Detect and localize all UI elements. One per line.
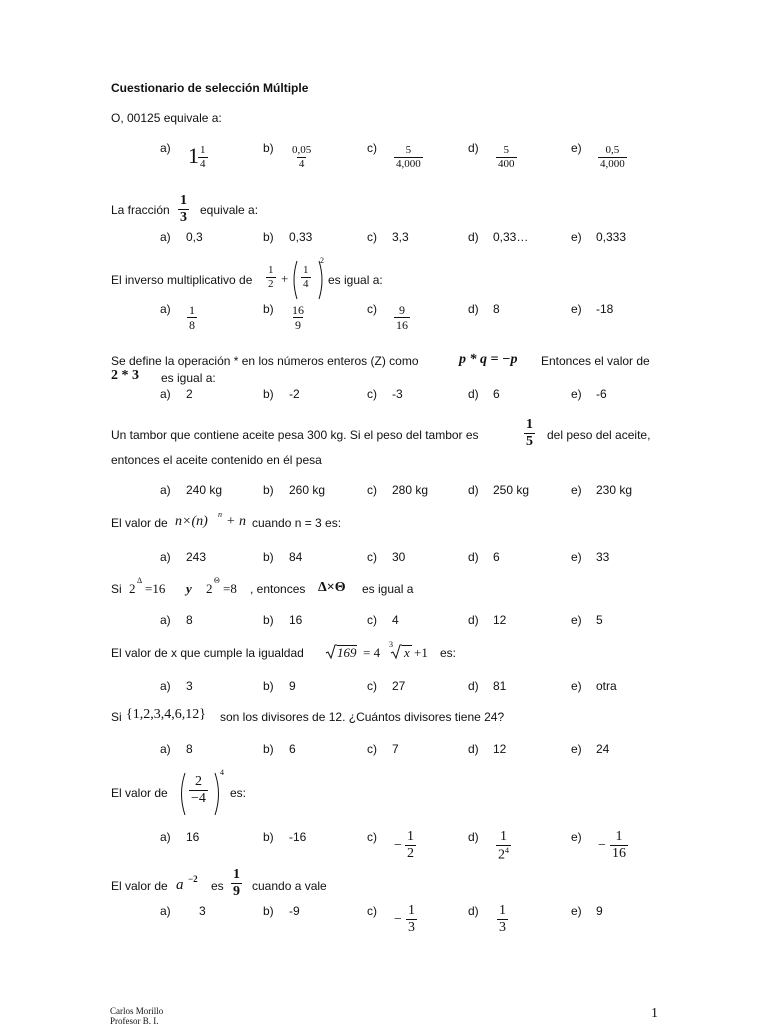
- q8-option-a-value: 3: [186, 679, 193, 693]
- denominator: 4,000: [396, 158, 421, 170]
- q6-option-b-value: 84: [289, 550, 303, 564]
- q11-option-e-label: e): [571, 904, 582, 918]
- q11-fraction: [231, 868, 242, 899]
- q9-option-b-label: b): [263, 742, 274, 756]
- numerator: 1: [407, 829, 414, 844]
- q2-text-pre: La fracción: [111, 203, 170, 217]
- numerator: 1: [303, 264, 309, 276]
- q11-option-c-sign: −: [394, 912, 402, 927]
- q5-option-c-label: c): [367, 483, 377, 497]
- q2-option-d-label: d): [468, 230, 479, 244]
- q3-expr-plus: +: [281, 271, 289, 286]
- q4-text-line1b: Entonces el valor de: [541, 354, 650, 368]
- q11-option-b-label: b): [263, 904, 274, 918]
- q8-cube-index: 3: [389, 640, 393, 649]
- q10-option-b-label: b): [263, 830, 274, 844]
- q5-fraction: [524, 418, 535, 449]
- q3-option-e-value: -18: [596, 302, 614, 316]
- q4-option-d-label: d): [468, 387, 479, 401]
- q6-option-d-label: d): [468, 550, 479, 564]
- q4-option-b-label: b): [263, 387, 274, 401]
- q3-option-e-label: e): [571, 302, 582, 316]
- denominator: 8: [189, 318, 195, 332]
- numerator: 1: [180, 193, 187, 208]
- numerator: 1: [500, 829, 507, 844]
- q6-text-post: cuando n = 3 es:: [252, 516, 342, 530]
- q8-option-b-label: b): [263, 679, 274, 693]
- q6-option-a-value: 243: [186, 550, 207, 564]
- denominator: 9: [295, 318, 301, 332]
- q8-option-e-label: e): [571, 679, 582, 693]
- q9-option-b-value: 6: [289, 742, 296, 756]
- q11-option-c-label: c): [367, 904, 377, 918]
- q9-option-d-value: 12: [493, 742, 507, 756]
- q3-text-post: es igual a:: [328, 273, 383, 287]
- footer-role: Profesor B. I.: [110, 1016, 159, 1026]
- q3-option-a-label: a): [160, 302, 171, 316]
- q2-option-e-value: 0,333: [596, 230, 627, 244]
- question-1-text: O, 00125 equivale a:: [111, 111, 222, 125]
- q8-root-1-value: 169: [337, 645, 357, 660]
- denominator: 9: [233, 884, 240, 899]
- q7-option-b-label: b): [263, 613, 274, 627]
- q10-option-c-label: c): [367, 830, 377, 844]
- denominator: 3: [180, 210, 187, 225]
- q8-option-c-value: 27: [392, 679, 406, 693]
- q1-option-a-whole: 1: [188, 143, 199, 168]
- q11-variable: a: [176, 877, 184, 893]
- denominator: [496, 845, 511, 863]
- q8-option-e-value: otra: [596, 679, 617, 693]
- q7-option-c-value: 4: [392, 613, 399, 627]
- q8-option-b-value: 9: [289, 679, 296, 693]
- denominator-exponent: 4: [505, 846, 509, 855]
- q5-option-d-value: 250 kg: [493, 483, 530, 497]
- q11-text-post: cuando a vale: [252, 879, 327, 893]
- q11-option-a-value: 3: [199, 904, 206, 918]
- q2-option-b-value: 0,33: [289, 230, 313, 244]
- q10-exponent: 4: [220, 768, 224, 777]
- q1-option-b-label: b): [263, 141, 274, 155]
- q11-option-e-value: 9: [596, 904, 603, 918]
- q4-option-a-value: 2: [186, 387, 193, 401]
- q5-option-c-value: 280 kg: [392, 483, 429, 497]
- q7-option-e-label: e): [571, 613, 582, 627]
- q7-eq1-rhs: =16: [145, 581, 166, 596]
- q7-option-a-value: 8: [186, 613, 193, 627]
- q9-option-a-value: 8: [186, 742, 193, 756]
- q7-eq2-rhs: =8: [223, 581, 237, 596]
- denominator: 5: [526, 434, 533, 449]
- numerator: 5: [405, 144, 412, 156]
- q1-option-d-fraction: [496, 145, 517, 170]
- q10-option-d-label: d): [468, 830, 479, 844]
- q3-option-d-label: d): [468, 302, 479, 316]
- denominator: 4: [303, 278, 309, 290]
- q2-option-a-value: 0,3: [186, 230, 203, 244]
- numerator: 1: [200, 144, 206, 156]
- q6-formula-base: n×(n): [175, 514, 208, 529]
- q3-expr-fraction-2: [301, 265, 311, 290]
- q6-text-pre: El valor de: [111, 516, 168, 530]
- q10-option-a-label: a): [160, 830, 171, 844]
- q6-option-d-value: 6: [493, 550, 500, 564]
- q10-option-e-fraction: [610, 830, 628, 861]
- q3-option-d-value: 8: [493, 302, 500, 316]
- q7-eq1-base: 2: [129, 581, 136, 596]
- denominator: 2: [407, 846, 414, 861]
- q8-text-pre: El valor de x que cumple la igualdad: [111, 646, 304, 660]
- q6-formula-tail: + n: [226, 514, 246, 529]
- page-title: Cuestionario de selección Múltiple: [111, 81, 309, 95]
- denominator: 3: [499, 920, 506, 935]
- numerator: 1: [233, 867, 240, 882]
- q7-expression: Δ×Θ: [318, 580, 346, 595]
- q5-text-line1a: Un tambor que contiene aceite pesa 300 kg. Si el peso del tambor es: [111, 428, 479, 442]
- q6-option-c-label: c): [367, 550, 377, 564]
- numerator: 9: [399, 303, 405, 317]
- numerator: 0,5: [605, 144, 620, 156]
- q2-option-d-value: 0,33…: [493, 230, 529, 244]
- q6-option-c-value: 30: [392, 550, 406, 564]
- q2-fraction: [178, 194, 189, 225]
- q6-option-e-value: 33: [596, 550, 610, 564]
- denominator: 4,000: [600, 158, 625, 170]
- numerator: 1: [615, 829, 623, 844]
- numerator: 0,05: [292, 144, 312, 156]
- q6-option-e-label: e): [571, 550, 582, 564]
- q7-option-c-label: c): [367, 613, 377, 627]
- q11-option-d-label: d): [468, 904, 479, 918]
- q2-option-c-value: 3,3: [392, 230, 409, 244]
- q1-option-b-fraction: [290, 145, 313, 170]
- q11-option-a-label: a): [160, 904, 171, 918]
- q3-expr-exponent: 2: [320, 256, 324, 265]
- q7-eq2-exponent: Θ: [214, 576, 220, 585]
- q5-option-e-label: e): [571, 483, 582, 497]
- q3-option-b-fraction: [290, 304, 306, 331]
- q4-text-line1: Se define la operación * en los números enteros (Z) como: [111, 354, 419, 368]
- denominator: 3: [408, 920, 415, 935]
- q8-option-a-label: a): [160, 679, 171, 693]
- q5-option-b-value: 260 kg: [289, 483, 326, 497]
- denominator-base: 2: [498, 847, 505, 863]
- q10-option-a-value: 16: [186, 830, 200, 844]
- q11-exponent: −2: [188, 874, 198, 884]
- q1-option-c-fraction: [394, 145, 423, 170]
- q8-root-2-value: x: [404, 645, 410, 660]
- footer-author: Carlos Morillo: [110, 1006, 164, 1016]
- q8-option-d-value: 81: [493, 679, 507, 693]
- q8-tail: +1: [414, 645, 428, 660]
- q4-expression: 2 * 3: [111, 368, 139, 383]
- numerator: 1: [526, 417, 533, 432]
- q2-text-post: equivale a:: [200, 203, 259, 217]
- q6-option-b-label: b): [263, 550, 274, 564]
- q9-text-pre: Si: [111, 710, 122, 724]
- q8-square-root-2-icon: [390, 644, 402, 660]
- q4-option-d-value: 6: [493, 387, 500, 401]
- q4-option-c-value: -3: [392, 387, 403, 401]
- denominator: 2: [268, 278, 274, 290]
- q8-option-c-label: c): [367, 679, 377, 693]
- numerator: 1: [268, 264, 274, 276]
- q2-option-a-label: a): [160, 230, 171, 244]
- q8-text-post: es:: [440, 646, 457, 660]
- q7-option-d-value: 12: [493, 613, 507, 627]
- q5-option-b-label: b): [263, 483, 274, 497]
- q3-option-c-fraction: [394, 304, 410, 331]
- q7-eq1-exponent: Δ: [137, 576, 143, 585]
- q6-formula-exponent: n: [218, 510, 222, 519]
- q7-option-b-value: 16: [289, 613, 303, 627]
- q9-option-c-label: c): [367, 742, 377, 756]
- denominator: 4: [200, 158, 206, 170]
- numerator: 1: [499, 903, 506, 918]
- q7-option-d-label: d): [468, 613, 479, 627]
- q9-option-e-label: e): [571, 742, 582, 756]
- q4-option-c-label: c): [367, 387, 377, 401]
- q10-option-b-value: -16: [289, 830, 307, 844]
- q5-option-a-label: a): [160, 483, 171, 497]
- q4-option-e-label: e): [571, 387, 582, 401]
- q7-conjunction: y: [186, 581, 192, 596]
- q10-option-c-sign: −: [394, 838, 402, 853]
- q11-text-mid: es: [211, 879, 224, 893]
- q8-option-d-label: d): [468, 679, 479, 693]
- q9-option-d-label: d): [468, 742, 479, 756]
- q7-text-mid: , entonces: [250, 582, 306, 596]
- q4-option-a-label: a): [160, 387, 171, 401]
- q1-option-d-label: d): [468, 141, 479, 155]
- q4-text-line2: es igual a:: [161, 371, 216, 385]
- q2-option-b-label: b): [263, 230, 274, 244]
- q1-option-e-label: e): [571, 141, 582, 155]
- q11-option-b-value: -9: [289, 904, 300, 918]
- q8-square-root-1-icon: [325, 644, 337, 660]
- q4-option-e-value: -6: [596, 387, 607, 401]
- q4-option-b-value: -2: [289, 387, 300, 401]
- q5-text-line1b: del peso del aceite,: [547, 428, 651, 442]
- q3-option-c-label: c): [367, 302, 377, 316]
- q3-option-b-label: b): [263, 302, 274, 316]
- denominator: 4: [298, 158, 305, 170]
- q8-mid: = 4: [363, 645, 381, 660]
- numerator: 5: [503, 144, 509, 156]
- numerator: 1: [189, 303, 195, 317]
- q11-option-d-fraction: [497, 904, 508, 935]
- q9-option-c-value: 7: [392, 742, 399, 756]
- q5-text-line2: entonces el aceite contenido en él pesa: [111, 453, 322, 467]
- q9-text-post: son los divisores de 12. ¿Cuántos divisores tiene 24?: [220, 710, 505, 724]
- q2-option-e-label: e): [571, 230, 582, 244]
- q7-eq2-base: 2: [206, 581, 213, 596]
- q3-option-a-fraction: [187, 304, 197, 331]
- q7-text-pre: Si: [111, 582, 122, 596]
- q1-option-a-fraction: [198, 145, 208, 170]
- q1-option-c-label: c): [367, 141, 377, 155]
- q3-text-pre: El inverso multiplicativo de: [111, 273, 253, 287]
- denominator: 16: [612, 846, 626, 861]
- q10-option-e-label: e): [571, 830, 582, 844]
- q9-option-a-label: a): [160, 742, 171, 756]
- q5-option-e-value: 230 kg: [596, 483, 633, 497]
- q9-set: {1,2,3,4,6,12}: [126, 707, 206, 722]
- q10-option-d-fraction: [496, 830, 511, 863]
- q11-option-c-fraction: [406, 904, 417, 935]
- q10-fraction: [189, 775, 208, 806]
- q5-option-d-label: d): [468, 483, 479, 497]
- q10-option-c-fraction: [405, 830, 416, 861]
- q7-text-post: es igual a: [362, 582, 414, 596]
- denominator: 16: [396, 318, 408, 332]
- q10-option-e-sign: −: [598, 838, 606, 853]
- q2-option-c-label: c): [367, 230, 377, 244]
- q7-option-a-label: a): [160, 613, 171, 627]
- denominator: −4: [191, 791, 206, 806]
- q6-option-a-label: a): [160, 550, 171, 564]
- q7-option-e-value: 5: [596, 613, 603, 627]
- denominator: 400: [498, 158, 515, 170]
- q10-text-pre: El valor de: [111, 786, 168, 800]
- q3-expr-fraction-1: [266, 265, 276, 290]
- q11-text-pre: El valor de: [111, 879, 168, 893]
- q4-formula: p * q = −p: [459, 352, 518, 367]
- q9-option-e-value: 24: [596, 742, 610, 756]
- numerator: 1: [408, 903, 415, 918]
- numerator: 2: [194, 774, 202, 789]
- q1-option-a-label: a): [160, 141, 171, 155]
- q1-option-e-fraction: [598, 145, 627, 170]
- page-number: 1: [651, 1006, 658, 1021]
- q10-text-post: es:: [230, 786, 247, 800]
- numerator: 16: [292, 303, 304, 317]
- q5-option-a-value: 240 kg: [186, 483, 223, 497]
